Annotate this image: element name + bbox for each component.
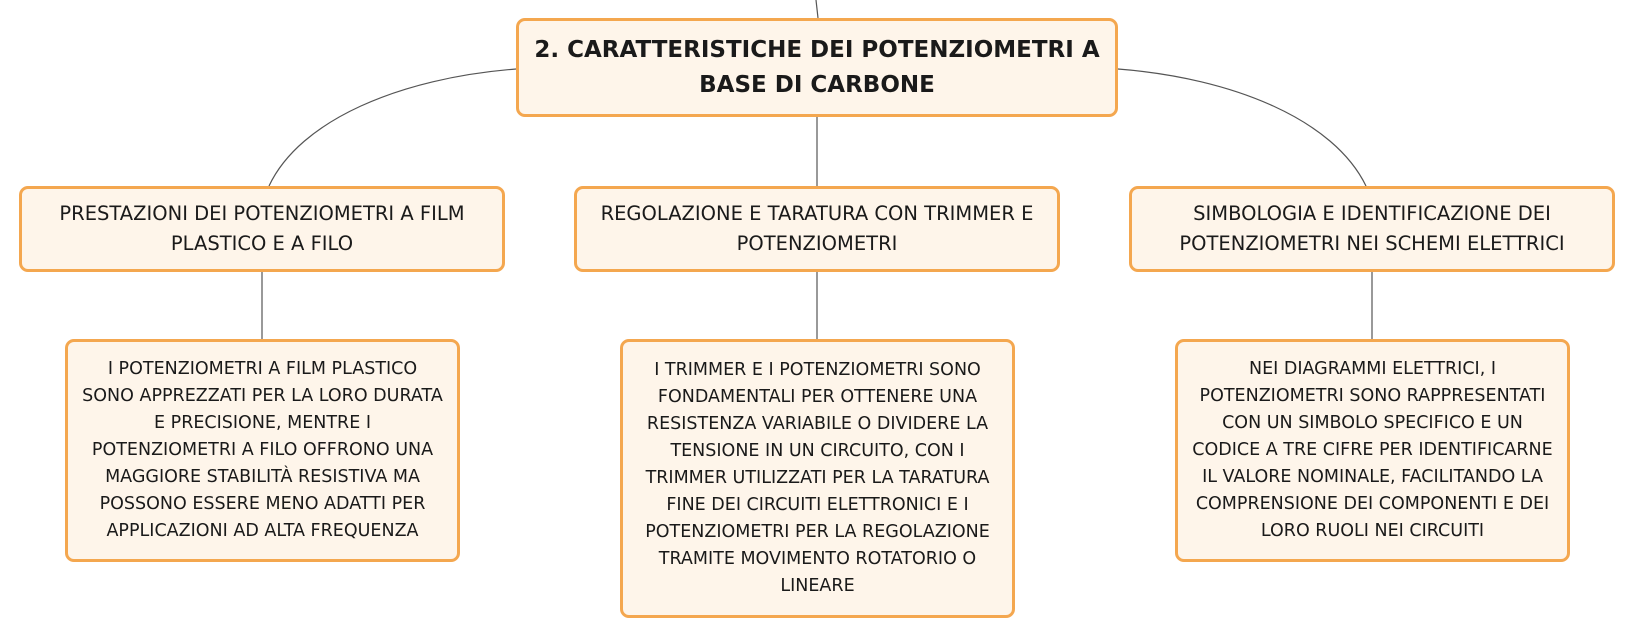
connector-root-to-branch-3	[1118, 69, 1366, 186]
leaf-node-text: I POTENZIOMETRI A FILM PLASTICO SONO APPREZZATI PER LA LORO DURATA E PRECISIONE, MENTRE I POTENZIOMETRI A FILO OFFRONO UNA MAGGIORE STABILITÀ RESISTIVA MA POSSONO ESSERE MENO ADATTI PER APPLICAZIONI AD ALTA FREQUENZA	[82, 359, 443, 541]
branch-node-calibration[interactable]	[574, 186, 1060, 272]
branch-node-title: SIMBOLOGIA E IDENTIFICAZIONE DEI POTENZIOMETRI NEI SCHEMI ELETTRICI	[1179, 202, 1565, 255]
branch-node-title: PRESTAZIONI DEI POTENZIOMETRI A FILM PLASTICO E A FILO	[59, 202, 465, 255]
leaf-node-symbology-detail[interactable]	[1175, 339, 1570, 562]
branch-node-performance[interactable]	[19, 186, 505, 272]
root-topic-node[interactable]	[516, 18, 1118, 117]
leaf-node-text: I TRIMMER E I POTENZIOMETRI SONO FONDAMENTALI PER OTTENERE UNA RESISTENZA VARIABILE O DIVIDERE LA TENSIONE IN UN CIRCUITO, CON I TRIMMER UTILIZZATI PER LA TARATURA FINE DEI CIRCUITI ELETTRONICI E I POTENZIOMETRI PER LA REGOLAZIONE TRAMITE MOVIMENTO ROTATORIO O LINEARE	[645, 360, 990, 596]
leaf-node-performance-detail[interactable]	[65, 339, 460, 562]
branch-node-symbology[interactable]	[1129, 186, 1615, 272]
root-topic-text: 2. CARATTERISTICHE DEI POTENZIOMETRI A BASE DI CARBONE	[534, 36, 1100, 98]
leaf-node-text: NEI DIAGRAMMI ELETTRICI, I POTENZIOMETRI SONO RAPPRESENTATI CON UN SIMBOLO SPECIFICO E UN CODICE A TRE CIFRE PER IDENTIFICARNE IL VALORE NOMINALE, FACILITANDO LA COMPRENSIONE DEI COMPONENTI E DEI LORO RUOLI NEI CIRCUITI	[1192, 359, 1553, 541]
connector-root-to-branch-1	[269, 69, 516, 186]
branch-node-title: REGOLAZIONE E TARATURA CON TRIMMER E POTENZIOMETRI	[600, 202, 1034, 255]
connector-parent-to-root	[816, 0, 818, 18]
leaf-node-calibration-detail[interactable]	[620, 339, 1015, 618]
